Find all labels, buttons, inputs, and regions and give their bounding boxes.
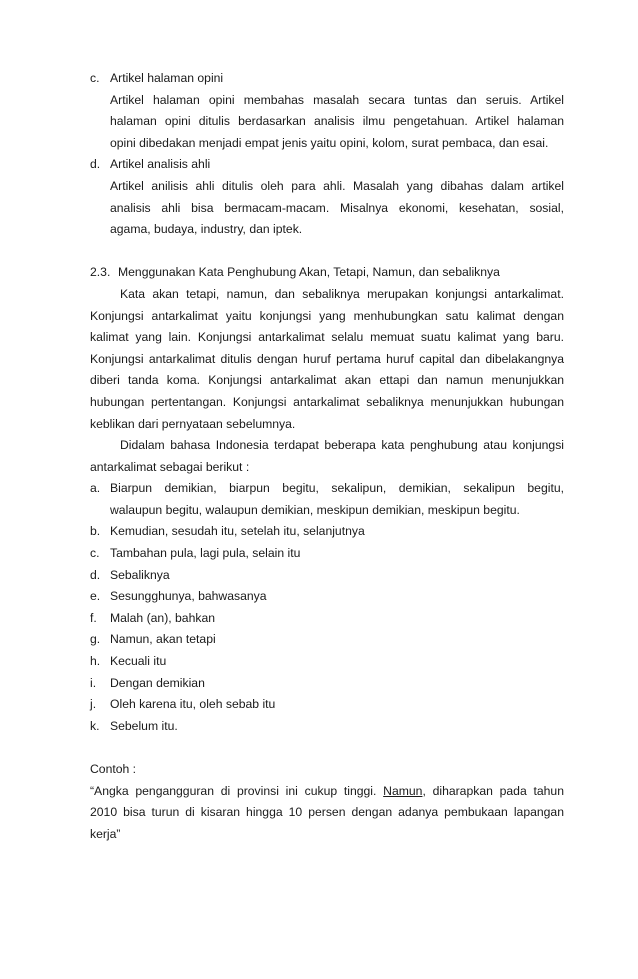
example-text: “Angka pengangguran di provinsi ini cukup tinggi. — [90, 783, 377, 798]
list-text: Oleh karena itu, oleh sebab itu — [110, 697, 276, 712]
text-line: antarkalimat sebagai berikut : — [90, 459, 250, 474]
list-marker: a. — [90, 481, 101, 496]
text-line: diberi tanda koma. Konjungsi antarkalimat akan ettapi dan namun menunjukkan — [90, 373, 564, 388]
item-c-body — [90, 90, 564, 155]
section-number: 2.3. — [90, 265, 111, 280]
item-title: Artikel analisis ahli — [110, 157, 211, 172]
section-title: Menggunakan Kata Penghubung Akan, Tetapi, Namun, dan sebaliknya — [118, 265, 500, 280]
list-marker: d. — [90, 567, 101, 582]
example-text: , diharapkan pada tahun — [422, 783, 564, 798]
text-line: halaman opini ditulis berdasarkan analisis ilmu pengetahuan. Artikel halaman — [110, 114, 564, 129]
list-item — [90, 651, 564, 673]
list-marker: b. — [90, 524, 101, 539]
list-marker: k. — [90, 718, 100, 733]
text-line: opini dibedakan menjadi empat jenis yaitu opini, kolom, surat pembaca, dan esai. — [110, 135, 549, 150]
document-page — [90, 68, 564, 845]
example-line-2: 2010 bisa turun di kisaran hingga 10 persen dengan adanya pembukaan lapangan — [90, 805, 564, 820]
list-item — [90, 565, 564, 587]
item-title: Artikel halaman opini — [110, 71, 224, 85]
list-text: Sebelum itu. — [110, 718, 178, 733]
text-line: hubungan pertentangan. Konjungsi antarkalimat sebaliknya menunjukkan hubungan — [90, 394, 564, 409]
section-heading — [90, 262, 564, 284]
list-item — [90, 586, 564, 608]
example-label: Contoh : — [90, 762, 137, 776]
text-line: Artikel halaman opini membahas masalah secara tuntas dan seruis. Artikel — [110, 92, 564, 107]
list-marker: f. — [90, 610, 97, 625]
paragraph-1 — [90, 284, 564, 435]
list-text: Namun, akan tetapi — [110, 632, 216, 647]
list-item-c — [90, 68, 564, 90]
list-marker: d. — [90, 157, 101, 172]
example-line-1 — [90, 781, 564, 803]
list-marker: c. — [90, 71, 100, 85]
text-line: Konjungsi antarkalimat yaitu konjungsi yang menhubungkan satu kalimat dengan — [90, 308, 564, 323]
text-line: Kata akan tetapi, namun, dan sebaliknya merupakan konjungsi antarkalimat. — [120, 286, 564, 301]
list-item — [90, 543, 564, 565]
list-text: Dengan demikian — [110, 675, 205, 690]
text-line: Didalam bahasa Indonesia terdapat beberapa kata penghubung atau konjungsi — [120, 438, 564, 453]
conjunction-list — [90, 478, 564, 737]
list-text: Kemudian, sesudah itu, setelah itu, selanjutnya — [110, 524, 365, 539]
list-marker: j. — [90, 697, 97, 712]
list-marker: c. — [90, 546, 100, 561]
list-item — [90, 608, 564, 630]
text-line: analisis ahli bisa bermacam-macam. Misalnya ekonomi, kesehatan, sosial, — [110, 200, 564, 215]
list-marker: g. — [90, 632, 101, 647]
list-text: Sesungghunya, bahwasanya — [110, 589, 267, 604]
list-item — [90, 629, 564, 651]
text-line: agama, budaya, industry, dan iptek. — [110, 222, 303, 237]
underlined-conjunction: Namun — [383, 783, 423, 798]
list-marker: i. — [90, 675, 97, 690]
list-item — [90, 521, 564, 543]
list-text: Malah (an), bahkan — [110, 610, 216, 625]
list-item — [90, 478, 564, 500]
list-item — [90, 716, 564, 738]
list-text: Kecuali itu — [110, 654, 167, 669]
list-item — [90, 673, 564, 695]
list-item-d — [90, 154, 564, 176]
example-line-3: kerja” — [90, 826, 121, 841]
text-line: kalimat yang lain. Konjungsi antarkalimat selalu memuat suatu kalimat yang baru. — [90, 330, 564, 345]
list-marker: h. — [90, 654, 101, 669]
list-text: Biarpun demikian, biarpun begitu, sekalipun, demikian, sekalipun begitu, — [110, 481, 564, 496]
text-line: Artikel anilisis ahli ditulis oleh para ahli. Masalah yang dibahas dalam artikel — [110, 178, 564, 193]
item-d-body — [90, 176, 564, 241]
text-line: Konjungsi antarkalimat ditulis dengan huruf pertama huruf capital dan dibelakangnya — [90, 351, 564, 366]
list-text: Tambahan pula, lagi pula, selain itu — [110, 546, 301, 561]
text-line: keblikan dari pernyataan sebelumnya. — [90, 416, 296, 431]
list-text-continued: walaupun begitu, walaupun demikian, meskipun demikian, meskipun begitu. — [110, 502, 520, 517]
list-text: Sebaliknya — [110, 567, 170, 582]
paragraph-2 — [90, 435, 564, 478]
list-marker: e. — [90, 589, 101, 604]
list-item — [90, 694, 564, 716]
